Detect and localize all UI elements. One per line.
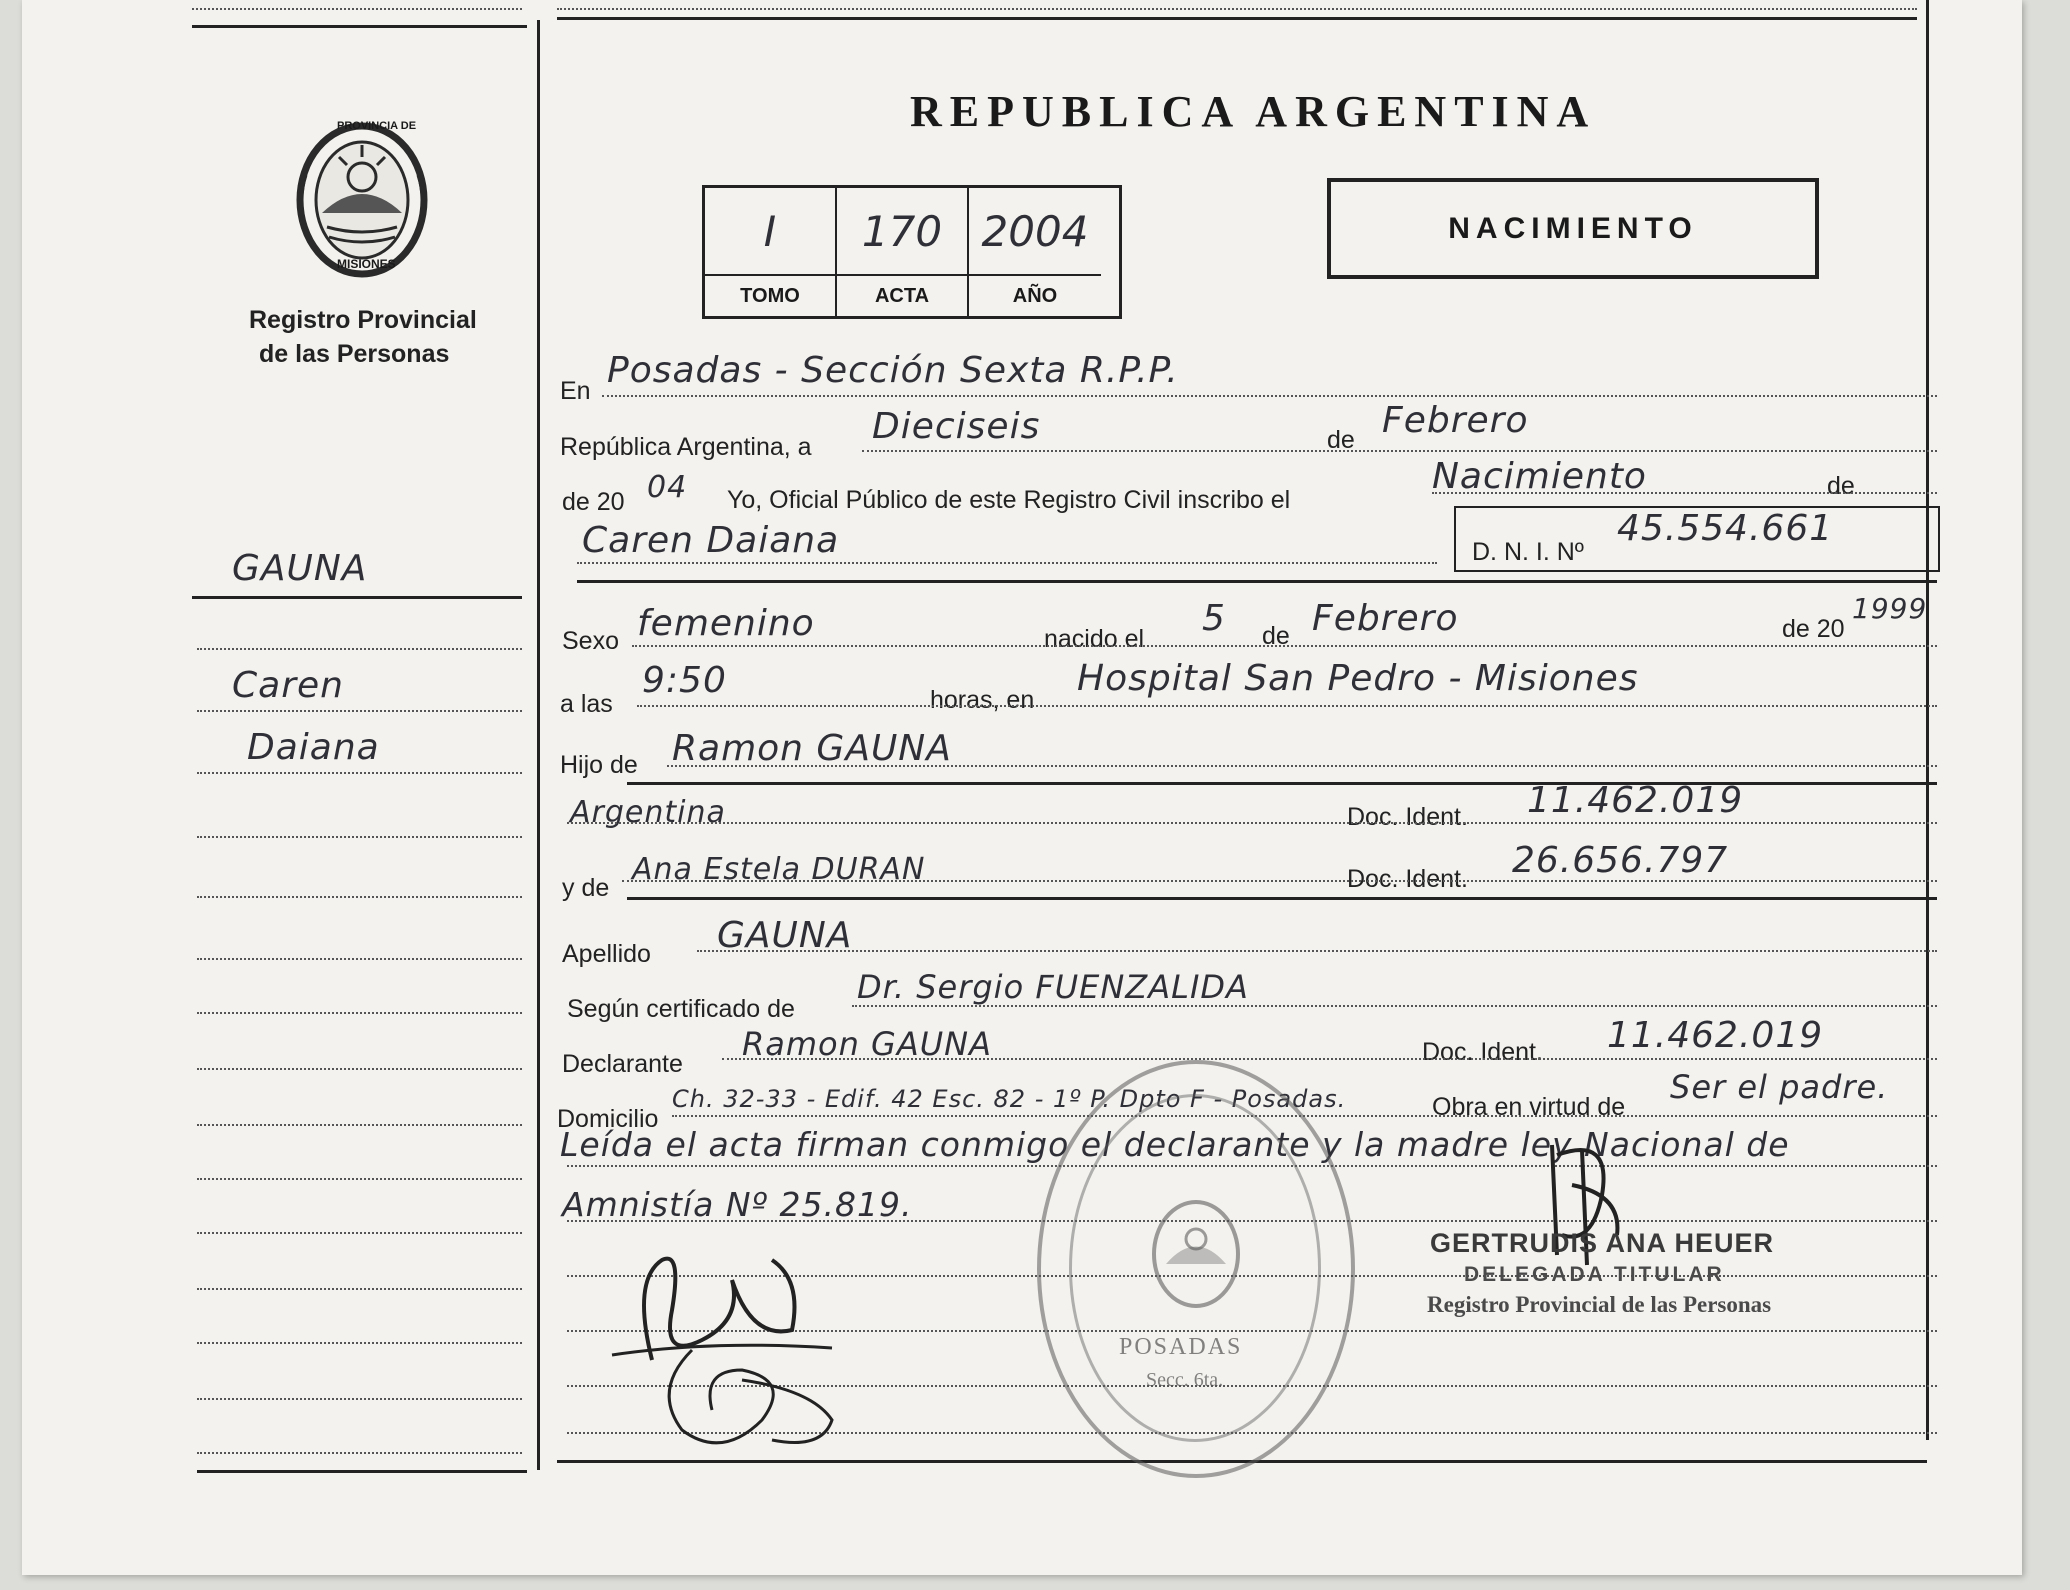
doc-ident-label-2: Doc. Ident. <box>1347 865 1468 893</box>
name-value: Caren Daiana <box>582 520 840 561</box>
registry-number-box <box>702 185 1122 319</box>
day-value: Dieciseis <box>872 406 1041 447</box>
mother-doc: 26.656.797 <box>1512 840 1729 881</box>
de-label-3: de <box>1262 622 1290 650</box>
seal-city: POSADAS <box>1119 1334 1243 1360</box>
apellido-value: GAUNA <box>717 915 853 956</box>
mother-dots <box>622 880 1937 882</box>
margin-dots <box>197 958 522 960</box>
tomo-label-cell <box>705 276 837 316</box>
document-type: NACIMIENTO <box>1448 211 1698 245</box>
margin-dots <box>197 1342 522 1344</box>
certificado-dots <box>852 1005 1937 1007</box>
document-type-box <box>1327 178 1819 279</box>
acta-label: ACTA <box>874 284 930 307</box>
apellido-label: Apellido <box>562 940 651 968</box>
birth-day: 5 <box>1202 598 1226 639</box>
mother-value: Ana Estela DURAN <box>632 852 926 887</box>
margin-dots <box>197 1012 522 1014</box>
yde-label: y de <box>562 874 610 902</box>
year-label: de 20 <box>562 488 625 516</box>
ano-value: 2004 <box>981 206 1089 256</box>
top-left-dots <box>192 8 522 10</box>
horas-label: horas, en <box>930 686 1035 714</box>
margin-dots <box>197 1398 522 1400</box>
margin-dots <box>197 836 522 838</box>
oficial-label: Yo, Oficial Público de este Registro Civil inscribo el <box>727 486 1291 514</box>
hijo-dots <box>667 765 1937 767</box>
en-dots <box>602 395 1937 397</box>
officer-role: DELEGADA TITULAR <box>1464 1263 1725 1286</box>
note-line-2: Amnistía Nº 25.819. <box>562 1185 913 1224</box>
obra-value: Ser el padre. <box>1670 1068 1889 1106</box>
birth-certificate-page <box>22 0 2022 1575</box>
section-rule-1 <box>577 580 1937 583</box>
ano-label-cell <box>969 276 1101 316</box>
father-value: Ramon GAUNA <box>672 728 952 769</box>
domicilio-label: Domicilio <box>557 1105 659 1133</box>
domicilio-value: Ch. 32-33 - Edif. 42 Esc. 82 - 1º P. Dpto F - Posadas. <box>672 1085 1347 1113</box>
officer-name: GERTRUDIS ANA HEUER <box>1430 1228 1775 1258</box>
de-label-2: de <box>1827 472 1855 500</box>
ano-label: AÑO <box>1012 284 1058 307</box>
sexo-value: femenino <box>637 603 815 644</box>
org-name-line1: Registro Provincial <box>249 306 477 334</box>
acta-value: 170 <box>861 206 943 256</box>
margin-dots <box>197 1068 522 1070</box>
sexo-dots <box>632 645 1937 647</box>
birth-year-label: de 20 <box>1782 615 1845 643</box>
acta-label-cell <box>837 276 969 316</box>
margin-second-name: Daiana <box>247 727 380 768</box>
margin-dots <box>197 1452 522 1454</box>
republica-label: República Argentina, a <box>560 433 812 461</box>
tomo-value: I <box>763 206 777 256</box>
en-value: Posadas - Sección Sexta R.P.P. <box>607 350 1179 391</box>
certificado-value: Dr. Sergio FUENZALIDA <box>857 968 1249 1006</box>
seal-section: Secc. 6ta. <box>1146 1369 1224 1391</box>
doc-ident-label-3: Doc. Ident. <box>1422 1038 1543 1066</box>
dni-value: 45.554.661 <box>1617 508 1834 549</box>
declarant-signature <box>592 1220 862 1470</box>
hour-value: 9:50 <box>642 660 727 701</box>
margin-dots <box>197 648 522 650</box>
act-value: Nacimiento <box>1432 456 1647 497</box>
declarante-label: Declarante <box>562 1050 683 1078</box>
doc-ident-label-1: Doc. Ident. <box>1347 803 1468 831</box>
org-name-line2: de las Personas <box>259 340 450 368</box>
year-value: 04 <box>647 470 688 505</box>
father-doc: 11.462.019 <box>1527 780 1744 821</box>
apellido-dots <box>697 950 1937 952</box>
declarante-dots <box>722 1058 1937 1060</box>
en-label: En <box>560 377 591 405</box>
de-label: de <box>1327 426 1355 454</box>
year-dots <box>1432 492 1937 494</box>
month-value: Febrero <box>1382 400 1529 441</box>
officer-organization: Registro Provincial de las Personas <box>1427 1292 1772 1317</box>
margin-bottom-rule <box>197 1470 527 1473</box>
margin-dots <box>197 772 522 774</box>
margin-dots <box>197 1178 522 1180</box>
alas-label: a las <box>560 690 613 718</box>
place-value: Hospital San Pedro - Misiones <box>1077 658 1639 699</box>
declarante-value: Ramon GAUNA <box>742 1025 992 1063</box>
top-left-rule <box>192 25 527 28</box>
acta-cell <box>837 188 969 276</box>
alas-dots <box>637 705 1937 707</box>
father-nationality: Argentina <box>570 795 726 830</box>
republica-dots <box>862 450 1937 452</box>
document-title: REPUBLICA ARGENTINA <box>910 87 1597 136</box>
tomo-cell <box>705 188 837 276</box>
margin-dots <box>197 710 522 712</box>
birth-month: Febrero <box>1312 598 1459 639</box>
ano-cell <box>969 188 1101 276</box>
father-doc-dots <box>567 822 1937 824</box>
declarante-doc: 11.462.019 <box>1607 1015 1824 1056</box>
official-seal-emblem-icon <box>1141 1194 1251 1314</box>
top-right-rule <box>557 17 1917 20</box>
margin-surname: GAUNA <box>232 548 368 589</box>
name-dots <box>577 562 1437 564</box>
margin-dots <box>197 1124 522 1126</box>
seal-top-text: PROVINCIA DE <box>337 120 417 132</box>
margin-dots <box>197 1232 522 1234</box>
birth-year-value: 1999 <box>1852 592 1928 625</box>
margin-surname-rule <box>192 596 522 599</box>
nacido-label: nacido el <box>1044 625 1145 653</box>
column-divider <box>537 20 540 1470</box>
note-line-1: Leída el acta firman conmigo el declarante y la madre ley Nacional de <box>560 1125 1790 1164</box>
certificado-label: Según certificado de <box>567 995 795 1023</box>
dni-label: D. N. I. Nº <box>1472 538 1584 566</box>
obra-label: Obra en virtud de <box>1432 1093 1626 1121</box>
top-right-dots <box>557 8 1917 10</box>
parent-rule-2 <box>627 897 1937 900</box>
margin-first-name: Caren <box>232 665 344 706</box>
right-border <box>1926 0 1929 1440</box>
seal-bottom-text: MISIONES <box>337 257 396 271</box>
margin-dots <box>197 1288 522 1290</box>
margin-dots <box>197 896 522 898</box>
official-round-seal <box>1037 1060 1355 1478</box>
hijo-label: Hijo de <box>560 751 638 779</box>
sexo-label: Sexo <box>562 627 619 655</box>
tomo-label: TOMO <box>740 284 800 307</box>
